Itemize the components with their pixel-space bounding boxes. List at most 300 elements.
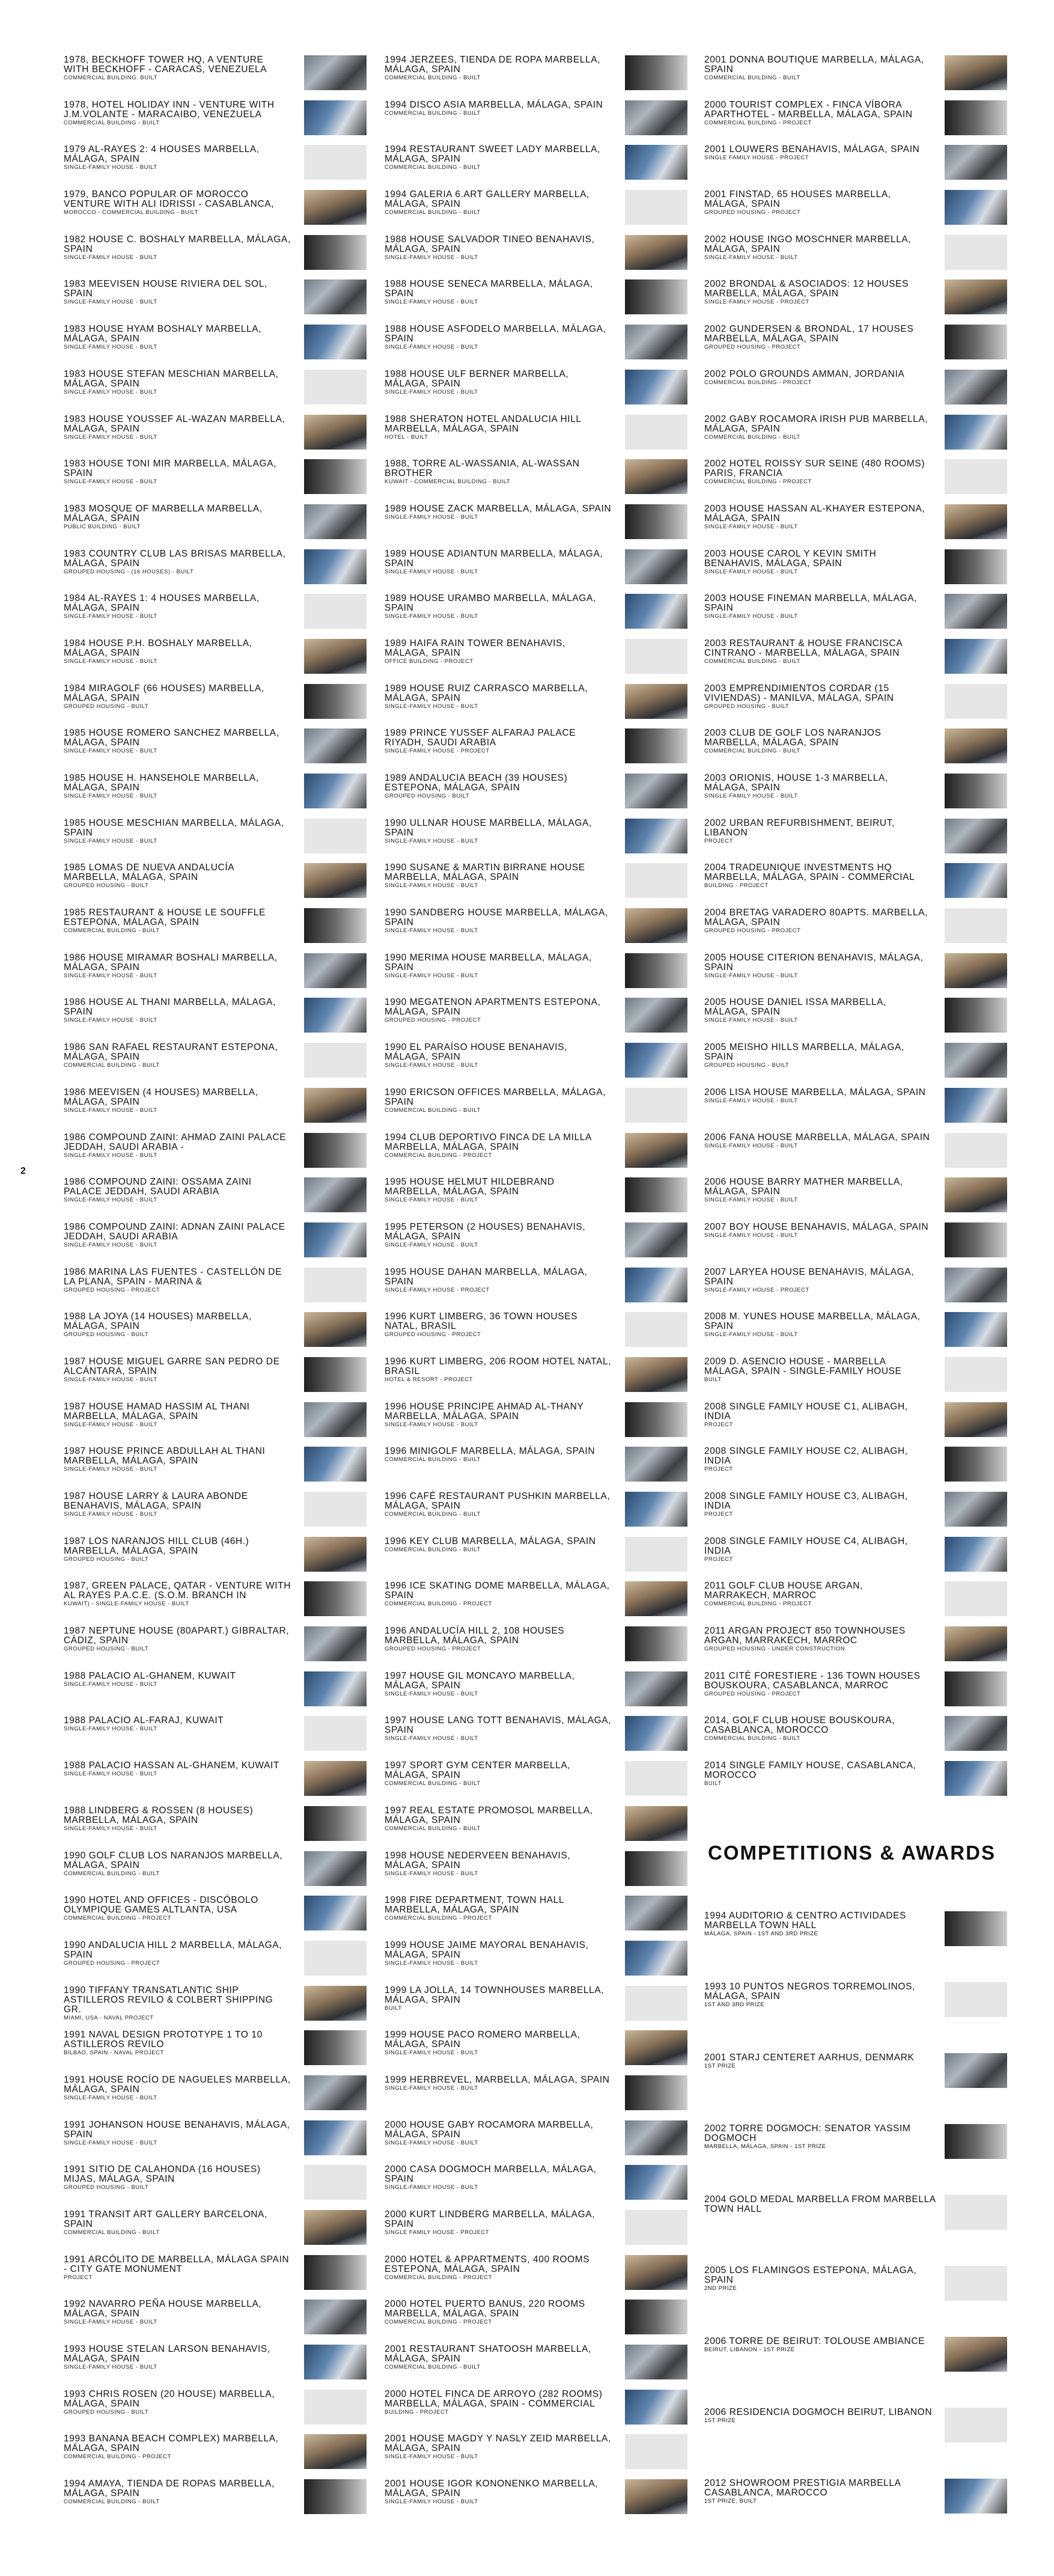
- project-title: 2001 FINSTAD, 65 HOUSES MARBELLA, MÁLAGA, SPAIN: [704, 189, 891, 210]
- project-title: 1985 HOUSE ROMERO SANCHEZ MARBELLA, MÁLAGA, SPAIN: [64, 728, 279, 748]
- project-entry: [64, 2030, 370, 2075]
- project-title-block: [385, 1716, 612, 1742]
- project-type: GROUPED HOUSING - BUILT: [385, 793, 470, 799]
- project-type: SINGLE-FAMILY HOUSE - BUILT: [704, 1142, 798, 1149]
- project-type: COMMERCIAL BUILDING - BUILT: [64, 2498, 160, 2506]
- project-thumbnail: [304, 1896, 367, 1930]
- project-title-block: [64, 863, 291, 889]
- project-title: 1992 NAVARRO PEÑA HOUSE MARBELLA, MÁLAGA, SPAIN: [64, 2299, 262, 2319]
- project-type: COMMERCIAL BUILDING - PROJECT: [385, 1915, 492, 1922]
- project-title: 1989 HOUSE URAMBO MARBELLA, MÁLAGA, SPAIN: [385, 593, 596, 614]
- project-entry: [704, 953, 1011, 998]
- award-prize: 1ST PRIZE: [704, 2063, 736, 2069]
- project-title: 1990 MEGATENON APARTMENTS ESTEPONA, MÁLAGA, SPAIN: [385, 997, 601, 1018]
- project-title-block: [64, 1088, 291, 1114]
- project-type: SINGLE-FAMILY HOUSE - BUILT: [64, 1152, 157, 1159]
- project-thumbnail: [625, 1626, 687, 1661]
- project-title: 2002 GUNDERSEN & BRONDAL, 17 HOUSES MARBELLA, MÁLAGA, SPAIN: [704, 324, 914, 344]
- project-type: COMMERCIAL BUILDING - BUILT: [704, 1735, 800, 1742]
- project-thumbnail: [304, 279, 367, 314]
- project-title: 1988 HOUSE SALVADOR TINEO BENAHAVIS, MÁLAGA, SPAIN: [385, 234, 595, 254]
- project-title: 1994 GALERIA 6.ART GALLERY MARBELLA, MÁLAGA, SPAIN: [385, 189, 589, 210]
- project-title: 1990 ULLNAR HOUSE MARBELLA, MÁLAGA, SPAIN: [385, 817, 592, 838]
- project-title-block: [385, 504, 612, 520]
- project-entry: [385, 2210, 691, 2255]
- project-title-block: [64, 325, 291, 350]
- project-type: SINGLE-FAMILY HOUSE - BUILT: [64, 344, 157, 351]
- project-title-block: [64, 908, 291, 934]
- project-thumbnail: [945, 819, 1007, 853]
- project-thumbnail: [625, 2479, 687, 2514]
- project-thumbnail: [625, 2434, 687, 2469]
- award-title: 2002 TORRE DOGMOCH: SENATOR YASSIM DOGMOCH: [704, 2123, 911, 2143]
- project-entry: [64, 998, 370, 1043]
- project-entry: [64, 1492, 370, 1537]
- project-title-block: [704, 1581, 931, 1607]
- project-title: 1988 HOUSE SENECA MARBELLA, MÁLAGA, SPAIN: [385, 279, 593, 299]
- project-thumbnail: [304, 2345, 367, 2379]
- award-title: 2006 TORRE DE BEIRUT: TOLOUSE AMBIANCE: [704, 2336, 925, 2346]
- project-title-block: [64, 55, 291, 81]
- project-title: 1991 HOUSE ROCÍO DE NAGUELES MARBELLA, MÁLAGA, SPAIN: [64, 2074, 291, 2095]
- project-thumbnail: [625, 1133, 687, 1168]
- project-title: 1998 HOUSE NEDERVEEN BENAHAVIS, MÁLAGA, SPAIN: [385, 1850, 571, 1870]
- project-entry: [64, 1626, 370, 1671]
- project-title: 1984 AL-RAYES 1: 4 HOUSES MARBELLA, MÁLAGA, SPAIN: [64, 593, 260, 614]
- project-entry: [64, 594, 370, 639]
- project-entry: [385, 1761, 691, 1806]
- project-type: MOROCCO - COMMERCIAL BUILDING - BUILT: [64, 209, 198, 216]
- project-entry: [385, 908, 691, 953]
- project-type: COMMERCIAL BUILDING - BUILT: [385, 109, 481, 117]
- project-thumbnail: [625, 1402, 687, 1437]
- project-type: SINGLE-FAMILY HOUSE - BUILT: [64, 1241, 157, 1248]
- project-title: 1999 HOUSE JAIME MAYORAL BENAHAVIS, MÁLAGA, SPAIN: [385, 1940, 589, 1960]
- project-thumbnail: [945, 370, 1007, 404]
- project-title-block: [385, 279, 612, 305]
- project-type: SINGLE-FAMILY HOUSE - BUILT: [64, 1106, 157, 1114]
- project-title: 2002 BRONDAL & ASOCIADOS: 12 HOUSES MARBELLA, MÁLAGA, SPAIN: [704, 279, 909, 299]
- project-entry: [704, 1492, 1011, 1537]
- project-type: SINGLE-FAMILY HOUSE - BUILT: [385, 1870, 478, 1877]
- project-title-block: [704, 1492, 931, 1518]
- project-title-block: [704, 774, 931, 799]
- project-type: GROUPED HOUSING - BUILT: [704, 1062, 790, 1069]
- project-entry: [385, 1088, 691, 1133]
- project-title-block: [64, 684, 291, 710]
- project-entry: [385, 1268, 691, 1313]
- project-title-block: [704, 998, 931, 1024]
- project-type: SINGLE-FAMILY HOUSE - BUILT: [385, 703, 478, 710]
- project-entry: [704, 639, 1011, 684]
- project-type: SINGLE-FAMILY HOUSE - BUILT: [704, 1331, 798, 1338]
- project-entry: [64, 728, 370, 774]
- project-title-block: [704, 639, 931, 665]
- project-title-block: [385, 235, 612, 261]
- project-title: 2003 HOUSE FINEMAN MARBELLA, MÁLAGA, SPAIN: [704, 593, 918, 614]
- project-title-block: [385, 190, 612, 216]
- project-title-block: [704, 504, 931, 530]
- project-title: 1994 AMAYA, TIENDA DE ROPAS MARBELLA, MÁLAGA, SPAIN: [64, 2479, 275, 2499]
- project-thumbnail: [945, 504, 1007, 539]
- project-title-block: [704, 908, 931, 934]
- project-title: 1979 AL-RAYES 2: 4 HOUSES MARBELLA, MÁLAGA, SPAIN: [64, 144, 260, 165]
- project-title-block: [385, 774, 612, 799]
- project-entry: [64, 2075, 370, 2120]
- project-type: SINGLE-FAMILY HOUSE - BUILT: [385, 882, 478, 890]
- project-title: 1991 JOHANSON HOUSE BENAHAVIS, MÁLAGA, SPAIN: [64, 2119, 290, 2140]
- project-entry: [704, 1312, 1011, 1357]
- project-entry: [385, 2434, 691, 2479]
- project-entry: [704, 1222, 1011, 1268]
- project-entry: [385, 684, 691, 729]
- project-title: 1978, BECKHOFF TOWER HQ, A VENTURE WITH BECKHOFF - CARACAS, VENEZUELA: [64, 55, 267, 75]
- project-title: 1997 HOUSE LANG TOTT BENAHAVIS, MÁLAGA, SPAIN: [385, 1715, 612, 1736]
- project-title: 1994 RESTAURANT SWEET LADY MARBELLA, MÁLAGA, SPAIN: [385, 144, 600, 165]
- project-thumbnail: [625, 639, 687, 674]
- project-title-block: [64, 1177, 291, 1203]
- project-thumbnail: [304, 684, 367, 719]
- project-thumbnail: [625, 145, 687, 180]
- project-thumbnail: [304, 1312, 367, 1347]
- project-type: SINGLE-FAMILY HOUSE - BUILT: [64, 837, 157, 844]
- project-entry: [64, 2300, 370, 2345]
- project-type: COMMERCIAL BUILDING - BUILT: [385, 164, 481, 171]
- project-title: 1995 HOUSE DAHAN MARBELLA, MÁLAGA, SPAIN: [385, 1266, 588, 1287]
- project-title: 2008 SINGLE FAMILY HOUSE C4, ALIBAGH, INDIA: [704, 1536, 908, 1556]
- project-thumbnail: [625, 1447, 687, 1482]
- award-prize: 2ND PRIZE: [704, 2285, 737, 2292]
- project-title-block: [704, 863, 931, 889]
- project-entry: [64, 55, 370, 100]
- project-title-block: [385, 908, 612, 934]
- project-type: SINGLE-FAMILY HOUSE - BUILT: [64, 793, 157, 799]
- project-type: SINGLE-FAMILY HOUSE - BUILT: [64, 2364, 157, 2371]
- project-title: 1979, BANCO POPULAR OF MOROCCO VENTURE WITH ALI IDRISSI - CASABLANCA,: [64, 189, 275, 210]
- project-entry: [704, 235, 1011, 280]
- project-title-block: [704, 1447, 931, 1473]
- project-type: PROJECT: [64, 2274, 93, 2281]
- project-title: 1986 MARINA LAS FUENTES - CASTELLÓN DE LA PLANA, SPAIN - MARINA &: [64, 1266, 282, 1287]
- project-title: 1989 PRINCE YUSSEF ALFARAJ PALACE RIYADH, SAUDI ARABIA: [385, 728, 576, 748]
- project-entry: [385, 415, 691, 460]
- project-title: 1990 SUSANE & MARTIN BIRRANE HOUSE MARBELLA, MÁLAGA, SPAIN: [385, 862, 585, 883]
- project-entry: [704, 1581, 1011, 1626]
- project-thumbnail: [304, 908, 367, 943]
- project-entry: [704, 370, 1011, 415]
- project-title: 2005 HOUSE DANIEL ISSA MARBELLA, MÁLAGA, SPAIN: [704, 997, 886, 1018]
- project-title: 2003 HOUSE HASSAN AL-KHAYER ESTEPONA, MÁLAGA, SPAIN: [704, 503, 925, 523]
- project-title: 1989 HOUSE ADIANTUN MARBELLA, MÁLAGA, SPAIN: [385, 548, 603, 569]
- project-thumbnail: [625, 1806, 687, 1841]
- project-title: 2011 GOLF CLUB HOUSE ARGAN, MARRAKECH, MARROC: [704, 1581, 863, 1601]
- project-type: PROJECT: [704, 1421, 733, 1428]
- project-title-block: [704, 819, 931, 844]
- project-type: SINGLE FAMILY HOUSE - PROJECT: [704, 154, 809, 162]
- project-thumbnail: [625, 55, 687, 90]
- project-title: 1987 HOUSE HAMAD HASSIM AL THANI MARBELLA, MÁLAGA, SPAIN: [64, 1401, 250, 1421]
- project-type: SINGLE-FAMILY HOUSE - BUILT: [64, 478, 157, 486]
- project-title: 1988 HOUSE ASFODELO MARBELLA, MÁLAGA, SPAIN: [385, 324, 606, 344]
- project-thumbnail: [625, 1043, 687, 1078]
- project-thumbnail: [625, 100, 687, 135]
- project-title: 2003 ORIONIS, HOUSE 1-3 MARBELLA, MÁLAGA, SPAIN: [704, 773, 888, 793]
- project-column-2: [385, 55, 691, 2524]
- award-thumbnail: [945, 2053, 1007, 2088]
- project-title-block: [704, 1043, 931, 1069]
- project-entry: [385, 370, 691, 415]
- project-title-block: [64, 1357, 291, 1383]
- project-title: 2003 RESTAURANT & HOUSE FRANCISCA CINTRANO - MARBELLA, MÁLAGA, SPAIN: [704, 638, 903, 658]
- project-type: SINGLE-FAMILY HOUSE - BUILT: [385, 1197, 478, 1204]
- project-thumbnail: [625, 2345, 687, 2379]
- project-title: 1996 MINIGOLF MARBELLA, MÁLAGA, SPAIN: [385, 1446, 596, 1457]
- project-type: SINGLE-FAMILY HOUSE - BUILT: [64, 1511, 157, 1518]
- project-entry: [64, 2210, 370, 2255]
- project-title: 2000 HOUSE GABY ROCAMORA MARBELLA, MÁLAGA, SPAIN: [385, 2119, 594, 2140]
- project-title-block: [385, 415, 612, 441]
- project-title: 1993 CHRIS ROSEN (20 HOUSE) MARBELLA, MÁLAGA, SPAIN: [64, 2388, 275, 2409]
- project-title: 1988 PALACIO AL-GHANEM, KUWAIT: [64, 1670, 236, 1681]
- project-title-block: [64, 1312, 291, 1338]
- project-entry: [704, 1133, 1011, 1178]
- award-entry: [704, 1911, 1011, 1953]
- project-type: SINGLE-FAMILY HOUSE - BUILT: [385, 2184, 478, 2191]
- project-type: GROUPED HOUSING - PROJECT: [385, 1331, 481, 1338]
- project-title: 1996 CAFÉ RESTAURANT PUSHKIN MARBELLA, MÁLAGA, SPAIN: [385, 1491, 611, 1511]
- project-title: 1995 PETERSON (2 HOUSES) BENAHAVIS, MÁLAGA, SPAIN: [385, 1221, 586, 1242]
- project-title: 1986 SAN RAFAEL RESTAURANT ESTEPONA, MÁLAGA, SPAIN: [64, 1042, 278, 1063]
- project-title-block: [385, 1761, 612, 1787]
- project-type: SINGLE-FAMILY HOUSE - BUILT: [385, 254, 478, 261]
- project-entry: [64, 1268, 370, 1313]
- project-thumbnail: [304, 1626, 367, 1661]
- project-entry: [385, 1986, 691, 2031]
- project-entry: [385, 2030, 691, 2075]
- project-title-block: [64, 2434, 291, 2460]
- project-type: BUILT: [704, 1376, 722, 1383]
- award-entry: [704, 2337, 1011, 2379]
- project-type: SINGLE-FAMILY HOUSE - BUILT: [704, 568, 798, 575]
- project-type: SINGLE-FAMILY HOUSE - BUILT: [64, 1680, 157, 1688]
- project-title: 1990 EL PARAÍSO HOUSE BENAHAVIS, MÁLAGA, SPAIN: [385, 1042, 568, 1063]
- project-type: COMMERCIAL BUILDING - BUILT: [64, 1870, 160, 1877]
- project-thumbnail: [625, 684, 687, 719]
- project-thumbnail: [945, 1626, 1007, 1661]
- project-entry: [385, 1312, 691, 1357]
- project-title-block: [64, 2165, 291, 2191]
- project-type: COMMERCIAL BUILDING - BUILT: [385, 1106, 481, 1114]
- project-thumbnail: [304, 235, 367, 270]
- project-thumbnail: [945, 863, 1007, 898]
- project-title: 2007 BOY HOUSE BENAHAVIS, MÁLAGA, SPAIN: [704, 1221, 929, 1232]
- project-thumbnail: [304, 1268, 367, 1302]
- project-title: 1999 HERBREVEL, MARBELLA, MÁLAGA, SPAIN: [385, 2074, 610, 2085]
- project-title-block: [385, 2030, 612, 2056]
- project-title-block: [385, 1312, 612, 1338]
- project-type: SINGLE-FAMILY HOUSE - BUILT: [385, 2498, 478, 2506]
- project-thumbnail: [304, 1761, 367, 1796]
- project-title-block: [64, 1537, 291, 1563]
- project-entry: [385, 2479, 691, 2524]
- project-title-block: [704, 1626, 931, 1652]
- project-title: 1986 COMPOUND ZAINI: ADNAN ZAINI PALACE JEDDAH, SAUDI ARABIA: [64, 1221, 285, 1242]
- project-entry: [64, 1357, 370, 1402]
- project-type: COMMERCIAL BUILDING - BUILT: [385, 1780, 481, 1787]
- project-thumbnail: [945, 1133, 1007, 1168]
- project-title: 1985 LOMAS DE NUEVA ANDALUCÍA MARBELLA, MÁLAGA, SPAIN: [64, 862, 234, 883]
- project-title-block: [385, 2300, 612, 2325]
- project-thumbnail: [304, 594, 367, 629]
- project-title: 2011 ARGAN PROJECT 850 TOWNHOUSES ARGAN, MARRAKECH, MARROC: [704, 1626, 906, 1646]
- project-thumbnail: [945, 100, 1007, 135]
- project-entry: [385, 2345, 691, 2390]
- project-entry: [704, 459, 1011, 504]
- project-title-block: [64, 145, 291, 171]
- project-entry: [704, 190, 1011, 235]
- project-thumbnail: [625, 190, 687, 225]
- project-type: SINGLE-FAMILY HOUSE - BUILT: [704, 1197, 798, 1204]
- project-thumbnail: [625, 1088, 687, 1123]
- project-thumbnail: [625, 953, 687, 988]
- project-title: 2007 LARYEA HOUSE BENAHAVIS, MÁLAGA, SPAIN: [704, 1266, 915, 1287]
- project-thumbnail: [304, 1222, 367, 1257]
- project-thumbnail: [304, 415, 367, 450]
- project-type: SINGLE-FAMILY HOUSE - BUILT: [64, 658, 157, 665]
- project-title: 1994 CLUB DEPORTIVO FINCA DE LA MILLA MARBELLA, MÁLAGA, SPAIN: [385, 1132, 592, 1152]
- project-type: SINGLE-FAMILY HOUSE - BUILT: [704, 523, 798, 530]
- project-thumbnail: [304, 2434, 367, 2469]
- project-type: SINGLE-FAMILY HOUSE - PROJECT: [704, 299, 809, 306]
- project-thumbnail: [304, 1447, 367, 1482]
- project-entry: [385, 1851, 691, 1896]
- project-type: COMMERCIAL BUILDING - PROJECT: [704, 1601, 812, 1608]
- project-entry: [64, 549, 370, 594]
- project-entry: [385, 1537, 691, 1582]
- project-type: SINGLE-FAMILY HOUSE - BUILT: [64, 299, 157, 306]
- project-thumbnail: [304, 1088, 367, 1123]
- project-title-block: [64, 370, 291, 395]
- project-title: 2011 CITÉ FORESTIERE - 136 TOWN HOUSES BOUSKOURA, CASABLANCA, MARROC: [704, 1670, 921, 1691]
- project-type: SINGLE-FAMILY HOUSE - BUILT: [64, 254, 157, 261]
- project-entry: [64, 415, 370, 460]
- project-entry: [704, 55, 1011, 100]
- award-thumbnail: [945, 2408, 1007, 2443]
- project-thumbnail: [304, 2165, 367, 2200]
- project-type: SINGLE-FAMILY HOUSE - BUILT: [385, 388, 478, 395]
- project-entry: [385, 1357, 691, 1402]
- project-title-block: [704, 415, 931, 441]
- project-type: SINGLE-FAMILY HOUSE - BUILT: [64, 1771, 157, 1778]
- project-thumbnail: [304, 1671, 367, 1706]
- award-prize: MÁLAGA, SPAIN - 1ST AND 3RD PRIZE: [704, 1930, 818, 1937]
- project-title: 1993 HOUSE STELAN LARSON BENAHAVIS, MÁLAGA, SPAIN: [64, 2344, 270, 2364]
- project-type: SINGLE-FAMILY HOUSE - BUILT: [385, 613, 478, 620]
- project-entry: [704, 863, 1011, 908]
- project-title-block: [704, 1312, 931, 1338]
- project-title-block: [64, 1222, 291, 1248]
- project-entry: [64, 1177, 370, 1222]
- project-thumbnail: [945, 55, 1007, 90]
- project-title-block: [704, 684, 931, 710]
- project-entry: [704, 908, 1011, 953]
- project-thumbnail: [304, 549, 367, 584]
- project-type: SINGLE-FAMILY HOUSE - BUILT: [64, 1197, 157, 1204]
- project-type: PROJECT: [704, 1511, 733, 1518]
- project-title-block: [64, 1806, 291, 1832]
- project-entry: [385, 639, 691, 684]
- project-type: SINGLE-FAMILY HOUSE - BUILT: [704, 1097, 798, 1104]
- project-title: 2000 HOTEL PUERTO BANUS, 220 ROOMS MARBELLA, MÁLAGA, SPAIN: [385, 2299, 585, 2319]
- project-entry: [64, 279, 370, 325]
- project-thumbnail: [304, 370, 367, 404]
- project-type: GROUPED HOUSING - PROJECT: [704, 209, 801, 216]
- project-entry: [704, 145, 1011, 190]
- project-title: 1985 RESTAURANT & HOUSE LE SOUFFLE ESTEPONA, MÁLAGA, SPAIN: [64, 908, 266, 928]
- project-thumbnail: [945, 1357, 1007, 1392]
- project-title: 1997 HOUSE GIL MONCAYO MARBELLA, MÁLAGA, SPAIN: [385, 1670, 575, 1691]
- project-entry: [385, 2120, 691, 2165]
- project-title-block: [704, 55, 931, 81]
- project-title-block: [385, 1268, 612, 1293]
- project-title-block: [64, 728, 291, 754]
- project-entry: [64, 2434, 370, 2479]
- project-title: 2003 EMPRENDIMIENTOS CORDAR (15 VIVIENDAS) - MANILVA, MÁLAGA, SPAIN: [704, 683, 894, 703]
- project-type: GROUPED HOUSING - PROJECT: [385, 1646, 481, 1653]
- project-title: 1987, GREEN PALACE, QATAR - VENTURE WITH AL RAYES P.A.C.E. (S.O.M. BRANCH IN: [64, 1581, 291, 1601]
- project-thumbnail: [304, 1357, 367, 1392]
- project-title: 1983 COUNTRY CLUB LAS BRISAS MARBELLA, MÁLAGA, SPAIN: [64, 548, 286, 569]
- project-type: SINGLE-FAMILY HOUSE - BUILT: [385, 972, 478, 979]
- project-title: 1983 HOUSE HYAM BOSHALY MARBELLA, MÁLAGA, SPAIN: [64, 324, 262, 344]
- project-thumbnail: [304, 190, 367, 225]
- project-title-block: [385, 549, 612, 575]
- award-prize: 1ST PRIZE, BUILT: [704, 2498, 757, 2504]
- project-title-block: [385, 819, 612, 844]
- project-type: COMMERCIAL BUILDING - BUILT: [385, 1546, 481, 1553]
- project-title-block: [704, 325, 931, 350]
- project-thumbnail: [625, 415, 687, 450]
- project-thumbnail: [945, 1177, 1007, 1212]
- project-type: SINGLE-FAMILY HOUSE - BUILT: [385, 1690, 478, 1697]
- project-title: 2006 HOUSE BARRY MATHER MARBELLA, MÁLAGA, SPAIN: [704, 1177, 903, 1197]
- project-title: 2008 SINGLE FAMILY HOUSE C3, ALIBAGH, INDIA: [704, 1491, 908, 1511]
- project-entry: [385, 279, 691, 325]
- project-thumbnail: [945, 1043, 1007, 1078]
- award-title: 2012 SHOWROOM PRESTIGIA MARBELLA CASABLANCA, MAROCCO: [704, 2478, 901, 2498]
- project-title: 1994 DISCO ASIA MARBELLA, MÁLAGA, SPAIN: [385, 99, 603, 110]
- project-title: 1996 KURT LIMBERG, 206 ROOM HOTEL NATAL, BRASIL: [385, 1356, 612, 1376]
- project-type: PROJECT: [704, 837, 733, 844]
- project-title: 2001 RESTAURANT SHATOOSH MARBELLA, MÁLAGA, SPAIN: [385, 2344, 591, 2364]
- project-entry: [64, 2120, 370, 2165]
- project-title-block: [704, 953, 931, 979]
- project-entry: [64, 504, 370, 549]
- project-type: SINGLE-FAMILY HOUSE - BUILT: [385, 837, 478, 844]
- project-title: 1984 MIRAGOLF (66 HOUSES) MARBELLA, MÁLAGA, SPAIN: [64, 683, 264, 703]
- project-type: SINGLE-FAMILY HOUSE - BUILT: [64, 1466, 157, 1473]
- project-thumbnail: [945, 1222, 1007, 1257]
- project-type: COMMERCIAL BUILDING - PROJECT: [385, 1601, 492, 1608]
- project-type: SINGLE-FAMILY HOUSE - BUILT: [704, 1017, 798, 1024]
- project-title-block: [704, 549, 931, 575]
- project-title-block: [385, 1447, 612, 1463]
- project-entry: [704, 1626, 1011, 1671]
- project-title-block: [64, 2345, 291, 2370]
- project-type: SINGLE-FAMILY HOUSE - BUILT: [704, 793, 798, 799]
- project-type: MIAMI, USA - NAVAL PROJECT: [64, 2014, 154, 2021]
- project-title: 1989 HOUSE ZACK MARBELLA, MÁLAGA, SPAIN: [385, 503, 612, 514]
